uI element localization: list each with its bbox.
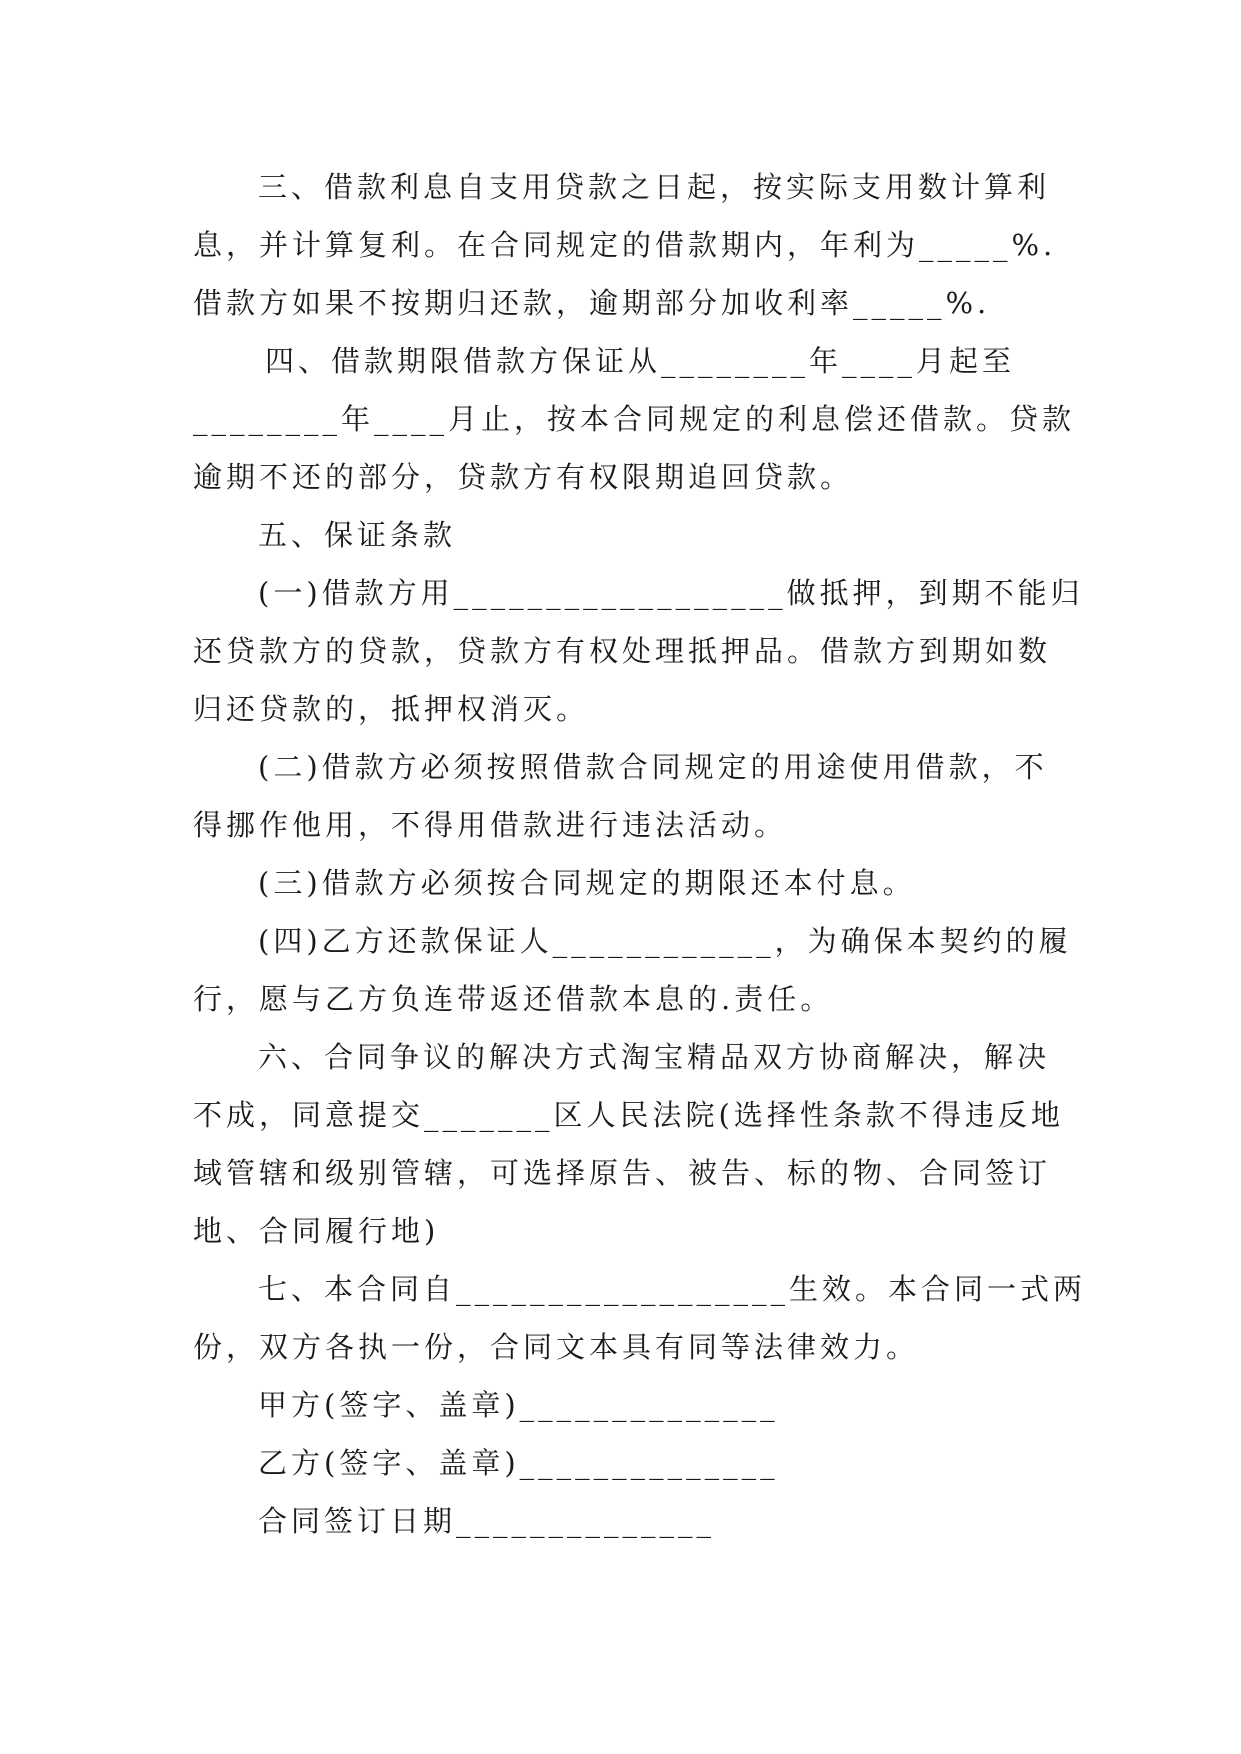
text-line: (一)借款方用__________________做抵押，到期不能归	[258, 576, 1084, 610]
clause-5-3-paragraph	[193, 854, 1053, 912]
text-line: 四、借款期限借款方保证从________年____月起至	[265, 344, 1016, 378]
text-line: 得挪作他用，不得用借款进行违法活动。	[193, 808, 788, 842]
clause-5-1-paragraph	[193, 564, 1084, 738]
text-line: ________年____月止，按本合同规定的利息偿还借款。贷款	[193, 402, 1076, 436]
clause-5-4-paragraph	[193, 912, 1072, 1028]
text-line: 息，并计算复利。在合同规定的借款期内，年利为_____%.	[193, 228, 1057, 262]
text-line: 六、合同争议的解决方式淘宝精品双方协商解决，解决	[258, 1040, 1051, 1074]
document-page	[193, 158, 1087, 1550]
text-line: 五、保证条款	[258, 518, 457, 552]
text-line: 域管辖和级别管辖，可选择原告、被告、标的物、合同签订	[193, 1156, 1052, 1190]
text-line: (四)乙方还款保证人____________，为确保本契约的履	[258, 924, 1072, 958]
clause-7-paragraph	[193, 1260, 1087, 1376]
text-line: 归还贷款的，抵押权消灭。	[193, 692, 590, 726]
text-line: 三、借款利息自支用贷款之日起，按实际支用数计算利	[258, 170, 1051, 204]
signature-block	[193, 1376, 1053, 1550]
text-line: 逾期不还的部分，贷款方有权限期追回贷款。	[193, 460, 854, 494]
clause-6-paragraph	[193, 1028, 1064, 1260]
signing-date-line: 合同签订日期______________	[258, 1504, 716, 1538]
party-a-signature-line: 甲方(签字、盖章)______________	[258, 1388, 779, 1422]
text-line: 还贷款方的贷款，贷款方有权处理抵押品。借款方到期如数	[193, 634, 1052, 668]
party-b-signature-line: 乙方(签字、盖章)______________	[258, 1446, 779, 1480]
clause-4-paragraph	[193, 332, 1076, 506]
text-line: 借款方如果不按期归还款，逾期部分加收利率_____%.	[193, 286, 991, 320]
text-line: (二)借款方必须按照借款合同规定的用途使用借款，不	[258, 750, 1048, 784]
text-line: 七、本合同自__________________生效。本合同一式两	[258, 1272, 1087, 1306]
clause-5-heading	[193, 506, 1053, 564]
clause-5-2-paragraph	[193, 738, 1053, 854]
text-line: 行，愿与乙方负连带返还借款本息的.责任。	[193, 982, 834, 1016]
text-line: (三)借款方必须按合同规定的期限还本付息。	[258, 866, 916, 900]
text-line: 地、合同履行地)	[193, 1214, 440, 1248]
text-line: 份，双方各执一份，合同文本具有同等法律效力。	[193, 1330, 920, 1364]
text-line: 不成，同意提交_______区人民法院(选择性条款不得违反地	[193, 1098, 1064, 1132]
clause-3-paragraph	[193, 158, 1057, 332]
